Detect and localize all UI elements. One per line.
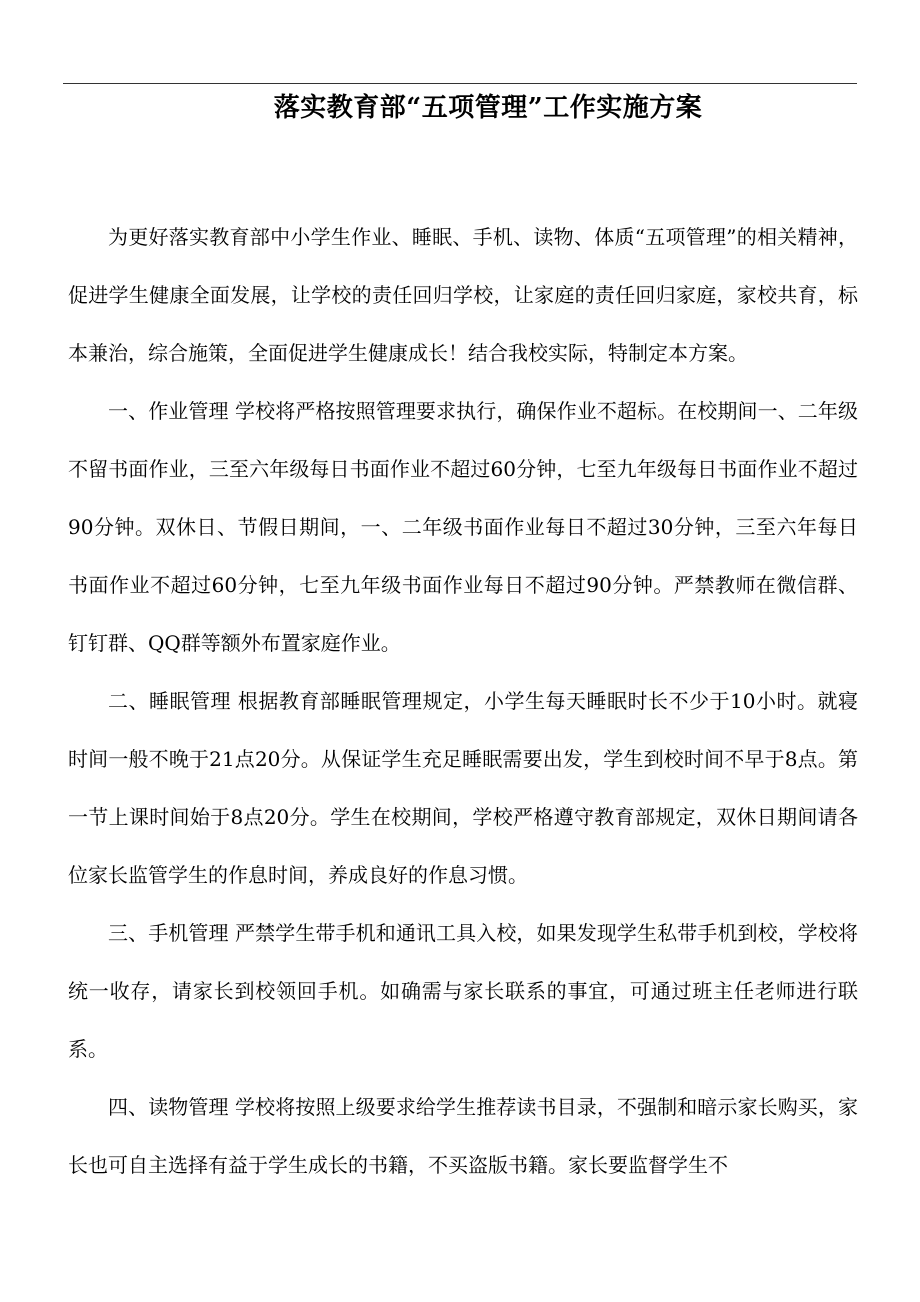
document-body xyxy=(68,208,858,1194)
paragraph-homework-management: 一、作业管理 学校将严格按照管理要求执行，确保作业不超标。在校期间一、二年级不留书面作业，三至六年级每日书面作业不超过60分钟，七至九年级每日书面作业不超过90分钟。双休日、节假日期间，一、二年级书面作业每日不超过30分钟，三至六年每日书面作业不超过60分钟，七至九年级书面作业每日不超过90分钟。严禁教师在微信群、钉钉群、QQ群等额外布置家庭作业。 xyxy=(68,399,858,655)
paragraph-phone-management: 三、手机管理 严禁学生带手机和通讯工具入校，如果发现学生私带手机到校，学校将统一收存，请家长到校领回手机。如确需与家长联系的事宜，可通过班主任老师进行联系。 xyxy=(68,921,858,1061)
paragraph-reading-management: 四、读物管理 学校将按照上级要求给学生推荐读书目录，不强制和暗示家长购买，家长也可自主选择有益于学生成长的书籍，不买盗版书籍。家长要监督学生不 xyxy=(68,1095,858,1177)
paragraph-sleep-management: 二、睡眠管理 根据教育部睡眠管理规定，小学生每天睡眠时长不少于10小时。就寝时间一般不晚于21点20分。从保证学生充足睡眠需要出发，学生到校时间不早于8点。第一节上课时间始于8点20分。学生在校期间，学校严格遵守教育部规定，双休日期间请各位家长监管学生的作息时间，养成良好的作息习惯。 xyxy=(68,689,858,887)
paragraph-intro: 为更好落实教育部中小学生作业、睡眠、手机、读物、体质“五项管理”的相关精神，促进学生健康全面发展，让学校的责任回归学校，让家庭的责任回归家庭，家校共育，标本兼治，综合施策，全面促进学生健康成长！结合我校实际，特制定本方案。 xyxy=(68,225,858,365)
document-title: 落实教育部“五项管理”工作实施方案 xyxy=(273,93,703,123)
header-rule xyxy=(63,83,857,84)
